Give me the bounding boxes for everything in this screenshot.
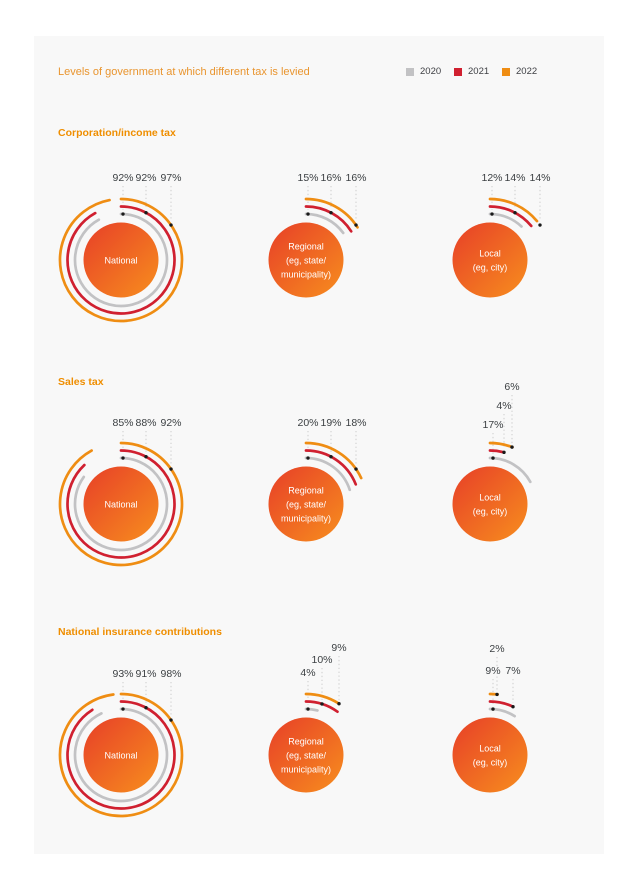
legend-label-2020: 2020 xyxy=(420,66,442,77)
marker-dot xyxy=(491,707,494,710)
category-label: (eg, city) xyxy=(472,757,508,768)
category-label: Regional xyxy=(288,241,324,252)
category-label: municipality) xyxy=(280,764,332,775)
value-label-2020: 92% xyxy=(112,172,134,184)
category-label: National xyxy=(104,750,138,761)
section-title-sales-tax: Sales tax xyxy=(58,376,104,388)
value-label-2022: 14% xyxy=(529,172,551,184)
category-label: National xyxy=(104,255,138,266)
marker-dot xyxy=(320,702,323,705)
value-label-2021: 91% xyxy=(135,668,157,680)
marker-dot xyxy=(144,211,147,214)
value-label-2021: 10% xyxy=(311,654,333,666)
value-label-2020: 85% xyxy=(112,417,134,429)
category-circle xyxy=(453,467,528,542)
marker-dot xyxy=(511,705,514,708)
value-label-2022: 98% xyxy=(160,668,182,680)
marker-dot xyxy=(121,212,124,215)
value-label-2020: 17% xyxy=(482,419,504,431)
marker-dot xyxy=(513,211,516,214)
chart-title: Levels of government at which different tax is levied xyxy=(58,66,310,78)
category-label: (eg, state/ xyxy=(285,255,327,266)
value-label-2021: 92% xyxy=(135,172,157,184)
category-circle xyxy=(453,718,528,793)
value-label-2021: 19% xyxy=(320,417,342,429)
marker-dot xyxy=(337,702,340,705)
chart-national-insurance-contributions-local xyxy=(453,643,528,793)
chart-sales-tax-national xyxy=(60,417,182,565)
marker-dot xyxy=(144,706,147,709)
marker-dot xyxy=(502,451,505,454)
value-label-2022: 2% xyxy=(489,643,505,655)
category-label: (eg, state/ xyxy=(285,499,327,510)
value-label-2022: 16% xyxy=(345,172,367,184)
chart-sales-tax-local xyxy=(453,381,531,542)
chart-national-insurance-contributions-national xyxy=(60,668,182,816)
marker-dot xyxy=(306,212,309,215)
category-label: municipality) xyxy=(280,269,332,280)
category-circle xyxy=(453,223,528,298)
chart-corporation-income-tax-local xyxy=(453,172,551,298)
arc-2021 xyxy=(490,451,503,453)
value-label-2022: 9% xyxy=(331,642,347,654)
category-label: (eg, state/ xyxy=(285,750,327,761)
value-label-2022: 6% xyxy=(504,381,520,393)
value-label-2020: 93% xyxy=(112,668,134,680)
marker-dot xyxy=(306,707,309,710)
chart-corporation-income-tax-regional xyxy=(269,172,367,298)
category-label: Regional xyxy=(288,485,324,496)
value-label-2020: 12% xyxy=(481,172,503,184)
value-label-2021: 7% xyxy=(505,665,521,677)
category-label: (eg, city) xyxy=(472,506,508,517)
category-label: municipality) xyxy=(280,513,332,524)
category-label: Local xyxy=(479,492,501,503)
chart-corporation-income-tax-national xyxy=(60,172,182,321)
value-label-2021: 14% xyxy=(504,172,526,184)
marker-dot xyxy=(495,693,498,696)
category-label: Local xyxy=(479,743,501,754)
legend-label-2021: 2021 xyxy=(468,66,490,77)
category-label: Regional xyxy=(288,736,324,747)
value-label-2020: 9% xyxy=(485,665,501,677)
marker-dot xyxy=(121,456,124,459)
marker-dot xyxy=(121,707,124,710)
value-label-2020: 20% xyxy=(297,417,319,429)
marker-dot xyxy=(306,456,309,459)
marker-dot xyxy=(329,211,332,214)
marker-dot xyxy=(144,455,147,458)
marker-dot xyxy=(169,223,172,226)
marker-dot xyxy=(329,455,332,458)
marker-dot xyxy=(169,718,172,721)
category-label: Local xyxy=(479,248,501,259)
section-title-corporation-income-tax: Corporation/income tax xyxy=(58,127,176,139)
category-label: National xyxy=(104,499,138,510)
value-label-2020: 15% xyxy=(297,172,319,184)
value-label-2022: 97% xyxy=(160,172,182,184)
marker-dot xyxy=(354,223,357,226)
marker-dot xyxy=(490,212,493,215)
value-label-2022: 18% xyxy=(345,417,367,429)
legend-label-2022: 2022 xyxy=(516,66,538,77)
chart-sales-tax-regional xyxy=(269,417,367,542)
marker-dot xyxy=(354,467,357,470)
value-label-2021: 16% xyxy=(320,172,342,184)
chart-national-insurance-contributions-regional xyxy=(269,642,347,793)
category-label: (eg, city) xyxy=(472,262,508,273)
marker-dot xyxy=(510,445,513,448)
marker-dot xyxy=(169,467,172,470)
arc-2021 xyxy=(490,702,513,707)
value-label-2020: 4% xyxy=(300,667,316,679)
section-title-national-insurance-contributions: National insurance contributions xyxy=(58,626,222,638)
value-label-2021: 88% xyxy=(135,417,157,429)
marker-dot xyxy=(491,456,494,459)
charts-root xyxy=(60,172,551,816)
value-label-2022: 92% xyxy=(160,417,182,429)
arc-2022 xyxy=(490,199,537,221)
value-label-2021: 4% xyxy=(496,400,512,412)
marker-dot xyxy=(538,223,541,226)
